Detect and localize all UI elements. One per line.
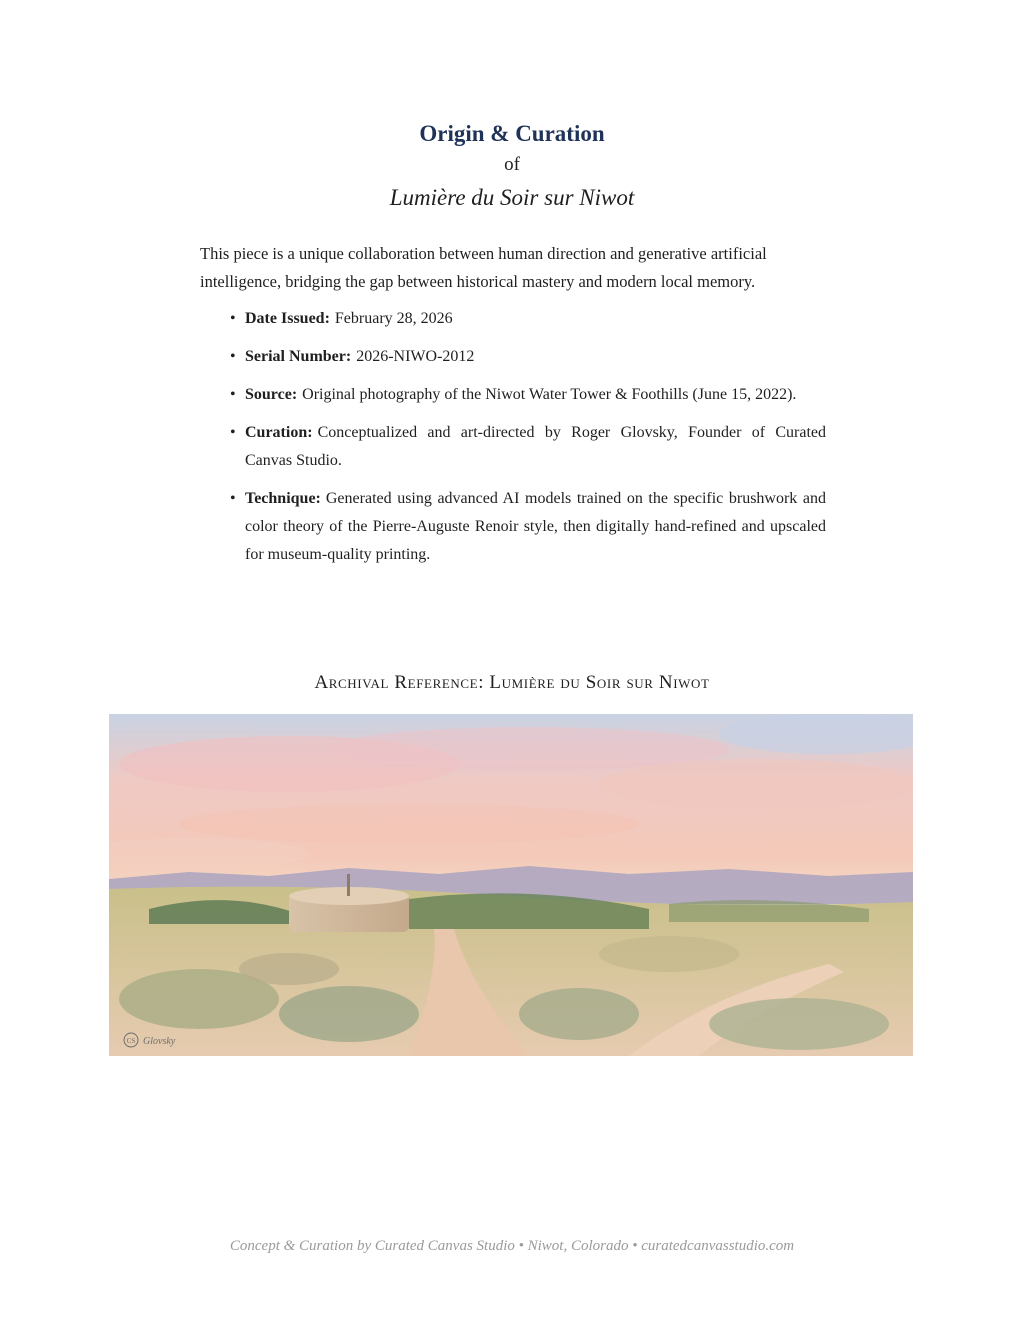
- detail-value: February 28, 2026: [334, 310, 453, 327]
- page-footer: Concept & Curation by Curated Canvas Studio • Niwot, Colorado • curatedcanvasstudio.com: [229, 1238, 795, 1254]
- detail-date-issued: [245, 305, 826, 333]
- document-header: [0, 118, 1024, 216]
- detail-label: Technique:: [245, 490, 321, 507]
- detail-value: Conceptualized and art-directed by Roger Glovsky, Founder of Curated Canvas Studio.: [245, 424, 826, 469]
- detail-label: Serial Number:: [245, 348, 352, 365]
- archival-reference-caption: Archival Reference: Lumière du Soir sur Niwot: [314, 672, 710, 693]
- detail-value: Original photography of the Niwot Water Tower & Foothills (June 15, 2022).: [302, 386, 797, 403]
- detail-source: [245, 381, 826, 409]
- detail-curation: [245, 419, 826, 475]
- detail-serial-number: [245, 343, 826, 371]
- page-title: Origin & Curation: [419, 121, 605, 146]
- painting-monogram: CS: [126, 1037, 136, 1045]
- intro-paragraph: This piece is a unique collaboration between human direction and generative artificial intelligence, bridging the gap between historical mastery and modern local memory.: [200, 244, 767, 291]
- detail-technique: [245, 485, 826, 569]
- detail-label: Date Issued:: [245, 310, 330, 327]
- detail-label: Source:: [245, 386, 298, 403]
- detail-label: Curation:: [245, 424, 313, 441]
- detail-value: 2026-NIWO-2012: [356, 348, 475, 365]
- landscape-painting: [109, 714, 913, 1056]
- painting-signature: Glovsky: [143, 1036, 176, 1047]
- title-connector: of: [504, 154, 520, 175]
- details-list: [245, 305, 826, 579]
- artwork-title: Lumière du Soir sur Niwot: [389, 185, 635, 210]
- detail-value: Generated using advanced AI models trained on the specific brushwork and color theory of the Pierre-Auguste Renoir style, then digitally hand-refined and upscaled for museum-quality printing.: [245, 490, 826, 563]
